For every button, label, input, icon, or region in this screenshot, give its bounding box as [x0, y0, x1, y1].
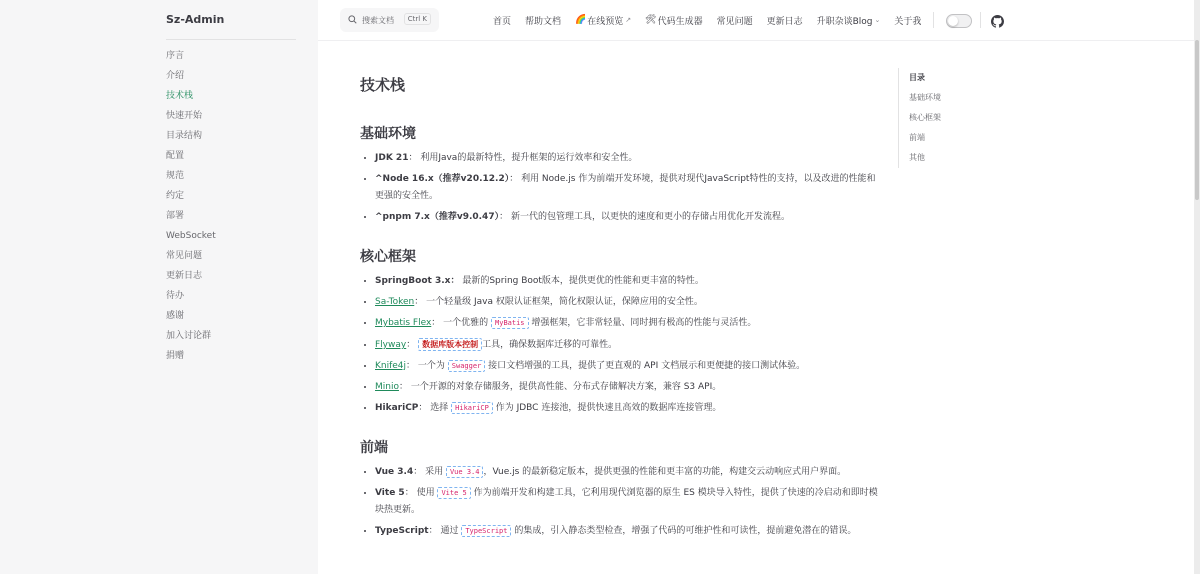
toc-item-other[interactable]: 其他 — [909, 153, 925, 162]
sidebar-item-websocket[interactable]: WebSocket — [166, 231, 216, 241]
frontend-list — [360, 464, 878, 540]
list-item — [375, 209, 878, 226]
sidebar-divider — [166, 39, 296, 40]
sidebar-item-standards[interactable]: 规范 — [166, 171, 185, 181]
nav-preview-label: 在线预览 — [587, 16, 624, 27]
toc-item-core[interactable]: 核心框架 — [909, 113, 941, 122]
top-navbar — [318, 0, 1200, 41]
sidebar-item-tech-stack[interactable]: 技术栈 — [166, 91, 194, 101]
sidebar-item-config[interactable]: 配置 — [166, 151, 185, 161]
section-heading-frontend: 前端 — [360, 440, 388, 456]
list-item — [375, 464, 878, 481]
item-desc: ： 利用Java的最新特性，提升框架的运行效率和安全性。 — [408, 153, 638, 163]
item-desc: 作为 JDBC 连接池，提供快速且高效的数据库连接管理。 — [492, 403, 722, 413]
item-name: ^pnpm 7.x（推荐v9.0.47） — [375, 212, 500, 222]
sidebar-item-intro[interactable]: 介绍 — [166, 71, 185, 81]
sidebar-item-donate[interactable]: 捐赠 — [166, 351, 185, 361]
search-shortcut: Ctrl K — [404, 13, 431, 25]
list-item — [375, 150, 878, 167]
sidebar-item-preface[interactable]: 序言 — [166, 51, 185, 61]
nav-codegen-label: 代码生成器 — [657, 16, 703, 27]
section-heading-core: 核心框架 — [360, 249, 416, 265]
sidebar — [0, 0, 318, 574]
scrollbar-thumb[interactable] — [1195, 40, 1199, 200]
list-item — [375, 273, 878, 290]
item-desc: ： 通过 — [428, 526, 462, 536]
link-sa-token[interactable]: Sa-Token — [375, 297, 415, 307]
toc-item-frontend[interactable]: 前端 — [909, 133, 925, 142]
list-item — [375, 336, 878, 354]
item-desc: ： 一个为 — [406, 361, 448, 371]
code-tag: HikariCP — [451, 402, 493, 414]
item-desc: ： 一个优雅的 — [431, 318, 492, 328]
nav-blog-label: 升职杂谈Blog — [816, 16, 873, 27]
search-placeholder: 搜索文档 — [362, 16, 394, 25]
link-knife4j[interactable]: Knife4j — [375, 361, 407, 371]
code-tag: Swagger — [448, 360, 486, 372]
item-name: HikariCP — [375, 403, 419, 413]
core-list — [360, 273, 878, 417]
list-item — [375, 171, 878, 205]
item-name: ^Node 16.x（推荐v20.12.2） — [375, 174, 510, 184]
code-tag: Vue 3.4 — [446, 466, 484, 478]
table-of-contents — [898, 68, 941, 168]
code-tag: Vite 5 — [437, 487, 470, 499]
item-desc: ： — [406, 340, 419, 350]
sidebar-item-quick-start[interactable]: 快速开始 — [166, 111, 203, 121]
nav-about[interactable]: 关于我 — [894, 16, 922, 27]
section-heading-base-env: 基础环境 — [360, 126, 416, 142]
list-item — [375, 379, 878, 396]
item-desc: 作为前端开发和构建工具，它利用现代浏览器的原生 ES 模块导入特性，提供了快速的冷启动和即时模块热更新。 — [375, 488, 878, 515]
chevron-down-icon: ⌄ — [874, 16, 881, 24]
nav-home[interactable]: 首页 — [493, 16, 512, 27]
list-item — [375, 523, 878, 540]
item-desc: 增强框架，它非常轻量、同时拥有极高的性能与灵活性。 — [528, 318, 757, 328]
code-tag: TypeScript — [461, 525, 511, 537]
sidebar-item-directory[interactable]: 目录结构 — [166, 131, 203, 141]
list-item — [375, 315, 878, 332]
toc-title: 目录 — [909, 73, 925, 82]
sidebar-item-thanks[interactable]: 感谢 — [166, 311, 185, 321]
item-name: JDK 21 — [375, 153, 409, 163]
list-item — [375, 294, 878, 311]
item-name: Vite 5 — [375, 488, 405, 498]
item-desc: 工具，确保数据库迁移的可靠性。 — [482, 340, 618, 350]
item-desc: ： 一个轻量级 Java 权限认证框架，简化权限认证，保障应用的安全性。 — [414, 297, 703, 307]
sidebar-nav — [166, 49, 216, 369]
site-brand[interactable]: Sz-Admin — [166, 13, 225, 26]
sidebar-item-faq[interactable]: 常见问题 — [166, 251, 203, 261]
top-nav — [493, 0, 935, 40]
sidebar-item-group[interactable]: 加入讨论群 — [166, 331, 212, 341]
item-desc: 接口文档增强的工具，提供了更直观的 API 文档展示和更便捷的接口测试体验。 — [485, 361, 806, 371]
search-button[interactable] — [340, 8, 439, 32]
nav-preview[interactable] — [575, 14, 631, 27]
list-item — [375, 358, 878, 375]
link-minio[interactable]: Minio — [375, 382, 399, 392]
nav-changelog[interactable]: 更新日志 — [766, 16, 803, 27]
item-desc: ，Vue.js 的最新稳定版本，提供更强的性能和更丰富的功能，构建交云动响应式用户界面。 — [483, 467, 847, 477]
sidebar-item-todo[interactable]: 待办 — [166, 291, 185, 301]
item-desc: ： 新一代的包管理工具，以更快的速度和更小的存储占用优化开发流程。 — [499, 212, 790, 222]
page-scrollbar[interactable] — [1194, 0, 1200, 574]
nav-divider — [980, 12, 981, 28]
sidebar-item-conventions[interactable]: 约定 — [166, 191, 185, 201]
item-desc: ： 采用 — [413, 467, 446, 477]
item-name: Vue 3.4 — [375, 467, 414, 477]
item-name: TypeScript — [375, 526, 429, 536]
item-desc: ： 利用 Node.js 作为前端开发环境，提供对现代JavaScript特性的支持，以及改进的性能和更强的安全性。 — [375, 174, 876, 201]
list-item — [375, 485, 878, 519]
nav-divider — [933, 12, 934, 28]
search-icon — [348, 15, 357, 26]
item-desc: ： 选择 — [418, 403, 452, 413]
nav-help[interactable]: 帮助文档 — [525, 16, 562, 27]
doc-content — [360, 70, 878, 544]
nav-blog[interactable] — [817, 14, 881, 27]
sidebar-item-deploy[interactable]: 部署 — [166, 211, 185, 221]
list-item — [375, 400, 878, 417]
tools-icon: 🛠 — [645, 15, 657, 25]
link-flyway[interactable]: Flyway — [375, 340, 407, 350]
page-title: 技术栈 — [360, 76, 406, 94]
external-link-icon: ↗ — [625, 16, 632, 24]
item-desc: ： 使用 — [404, 488, 438, 498]
base-env-list — [360, 150, 878, 226]
code-tag: MyBatis — [491, 317, 529, 329]
theme-toggle[interactable] — [946, 14, 972, 28]
toc-item-base-env[interactable]: 基础环境 — [909, 93, 941, 102]
toggle-knob — [948, 16, 958, 26]
highlight-tag: 数据库版本控制 — [418, 338, 482, 351]
item-desc: ： 一个开源的对象存储服务，提供高性能、分布式存储解决方案，兼容 S3 API。 — [398, 382, 722, 392]
nav-codegen[interactable] — [645, 14, 702, 27]
item-name: SpringBoot 3.x： — [375, 276, 460, 286]
link-mybatis-flex[interactable]: Mybatis Flex — [375, 318, 432, 328]
nav-faq[interactable]: 常见问题 — [716, 16, 753, 27]
rainbow-icon: 🌈 — [575, 15, 587, 25]
github-icon[interactable] — [991, 13, 1004, 32]
item-desc: 的集成，引入静态类型检查，增强了代码的可维护性和可读性，提前避免潜在的错误。 — [511, 526, 857, 536]
item-desc: 最新的Spring Boot版本，提供更优的性能和更丰富的特性。 — [459, 276, 704, 286]
sidebar-item-changelog[interactable]: 更新日志 — [166, 271, 203, 281]
